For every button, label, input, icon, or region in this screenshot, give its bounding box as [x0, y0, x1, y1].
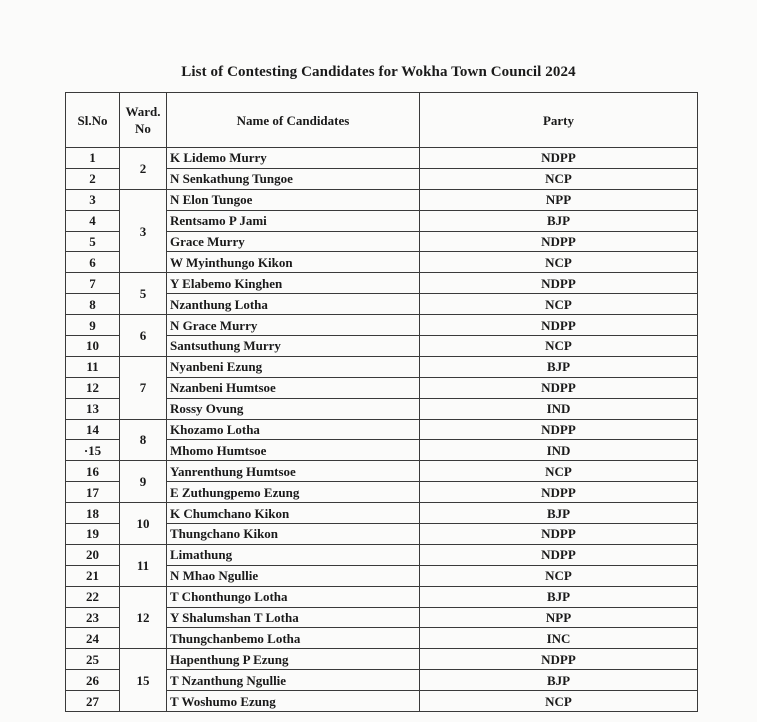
header-sl-no: Sl.No	[66, 93, 120, 148]
candidate-name-cell: T Nzanthung Ngullie	[167, 670, 420, 691]
serial-number-cell: 12	[66, 377, 120, 398]
party-cell: NCP	[420, 691, 698, 712]
candidate-name-cell: Santsuthung Murry	[167, 336, 420, 357]
party-cell: NDPP	[420, 315, 698, 336]
candidate-name-cell: Rentsamo P Jami	[167, 210, 420, 231]
table-header-row	[66, 93, 698, 148]
serial-number-cell: 17	[66, 482, 120, 503]
serial-number-cell: 3	[66, 189, 120, 210]
party-cell: NCP	[420, 294, 698, 315]
candidate-name-cell: Limathung	[167, 544, 420, 565]
serial-number-cell: 14	[66, 419, 120, 440]
serial-number-cell: 23	[66, 607, 120, 628]
candidate-name-cell: T Chonthungo Lotha	[167, 586, 420, 607]
candidate-name-cell: W Myinthungo Kikon	[167, 252, 420, 273]
candidates-table	[65, 92, 698, 712]
table-row	[66, 189, 698, 210]
ward-number-cell: 6	[120, 315, 167, 357]
table-row	[66, 356, 698, 377]
party-cell: NPP	[420, 607, 698, 628]
candidate-name-cell: Thungchano Kikon	[167, 524, 420, 545]
ward-number-cell: 2	[120, 148, 167, 190]
table-row	[66, 148, 698, 169]
party-cell: NCP	[420, 252, 698, 273]
party-cell: BJP	[420, 503, 698, 524]
ward-number-cell: 9	[120, 461, 167, 503]
candidate-name-cell: N Senkathung Tungoe	[167, 168, 420, 189]
party-cell: BJP	[420, 210, 698, 231]
ward-number-cell: 7	[120, 356, 167, 419]
party-cell: INC	[420, 628, 698, 649]
party-cell: NDPP	[420, 148, 698, 169]
candidate-name-cell: E Zuthungpemo Ezung	[167, 482, 420, 503]
serial-number-cell: 7	[66, 273, 120, 294]
candidate-name-cell: N Grace Murry	[167, 315, 420, 336]
candidate-name-cell: Khozamo Lotha	[167, 419, 420, 440]
party-cell: BJP	[420, 356, 698, 377]
table-row	[66, 419, 698, 440]
table-row	[66, 315, 698, 336]
party-cell: NCP	[420, 565, 698, 586]
table-body	[66, 148, 698, 712]
party-cell: NDPP	[420, 524, 698, 545]
party-cell: NCP	[420, 168, 698, 189]
serial-number-cell: 2	[66, 168, 120, 189]
party-cell: NCP	[420, 461, 698, 482]
ward-number-cell: 10	[120, 503, 167, 545]
serial-number-cell: 20	[66, 544, 120, 565]
serial-number-cell: 21	[66, 565, 120, 586]
serial-number-cell: 22	[66, 586, 120, 607]
ward-number-cell: 12	[120, 586, 167, 649]
table-row	[66, 461, 698, 482]
serial-number-cell: 26	[66, 670, 120, 691]
table-row	[66, 544, 698, 565]
header-candidate-name: Name of Candidates	[167, 93, 420, 148]
candidate-name-cell: Hapenthung P Ezung	[167, 649, 420, 670]
candidate-name-cell: Mhomo Humtsoe	[167, 440, 420, 461]
candidate-name-cell: K Lidemo Murry	[167, 148, 420, 169]
candidate-name-cell: Grace Murry	[167, 231, 420, 252]
party-cell: NDPP	[420, 482, 698, 503]
candidate-name-cell: Rossy Ovung	[167, 398, 420, 419]
party-cell: NDPP	[420, 544, 698, 565]
party-cell: NDPP	[420, 273, 698, 294]
serial-number-cell: 1	[66, 148, 120, 169]
table-row	[66, 649, 698, 670]
candidate-name-cell: Y Shalumshan T Lotha	[167, 607, 420, 628]
ward-number-cell: 5	[120, 273, 167, 315]
party-cell: BJP	[420, 586, 698, 607]
table-row	[66, 503, 698, 524]
party-cell: IND	[420, 398, 698, 419]
candidate-name-cell: T Woshumo Ezung	[167, 691, 420, 712]
header-party: Party	[420, 93, 698, 148]
serial-number-cell: 25	[66, 649, 120, 670]
party-cell: NDPP	[420, 377, 698, 398]
header-ward-no: Ward. No	[120, 93, 167, 148]
ward-number-cell: 15	[120, 649, 167, 712]
serial-number-cell: 9	[66, 315, 120, 336]
party-cell: IND	[420, 440, 698, 461]
candidate-name-cell: N Elon Tungoe	[167, 189, 420, 210]
party-cell: NDPP	[420, 419, 698, 440]
serial-number-cell: 8	[66, 294, 120, 315]
serial-number-cell: 24	[66, 628, 120, 649]
party-cell: BJP	[420, 670, 698, 691]
candidate-name-cell: Nzanbeni Humtsoe	[167, 377, 420, 398]
serial-number-cell: 19	[66, 524, 120, 545]
party-cell: NDPP	[420, 231, 698, 252]
serial-number-cell: 27	[66, 691, 120, 712]
serial-number-cell: 18	[66, 503, 120, 524]
serial-number-cell: 6	[66, 252, 120, 273]
serial-number-cell: 5	[66, 231, 120, 252]
serial-number-cell: ·15	[66, 440, 120, 461]
serial-number-cell: 4	[66, 210, 120, 231]
document-title: List of Contesting Candidates for Wokha Town Council 2024	[181, 64, 576, 80]
candidate-name-cell: N Mhao Ngullie	[167, 565, 420, 586]
serial-number-cell: 13	[66, 398, 120, 419]
ward-number-cell: 3	[120, 189, 167, 273]
candidate-name-cell: Thungchanbemo Lotha	[167, 628, 420, 649]
serial-number-cell: 10	[66, 336, 120, 357]
party-cell: NCP	[420, 336, 698, 357]
serial-number-cell: 11	[66, 356, 120, 377]
party-cell: NDPP	[420, 649, 698, 670]
candidate-name-cell: Y Elabemo Kinghen	[167, 273, 420, 294]
party-cell: NPP	[420, 189, 698, 210]
candidate-name-cell: Nzanthung Lotha	[167, 294, 420, 315]
candidate-name-cell: Nyanbeni Ezung	[167, 356, 420, 377]
table-row	[66, 273, 698, 294]
candidate-name-cell: K Chumchano Kikon	[167, 503, 420, 524]
table-row	[66, 586, 698, 607]
ward-number-cell: 11	[120, 544, 167, 586]
candidate-name-cell: Yanrenthung Humtsoe	[167, 461, 420, 482]
serial-number-cell: 16	[66, 461, 120, 482]
ward-number-cell: 8	[120, 419, 167, 461]
